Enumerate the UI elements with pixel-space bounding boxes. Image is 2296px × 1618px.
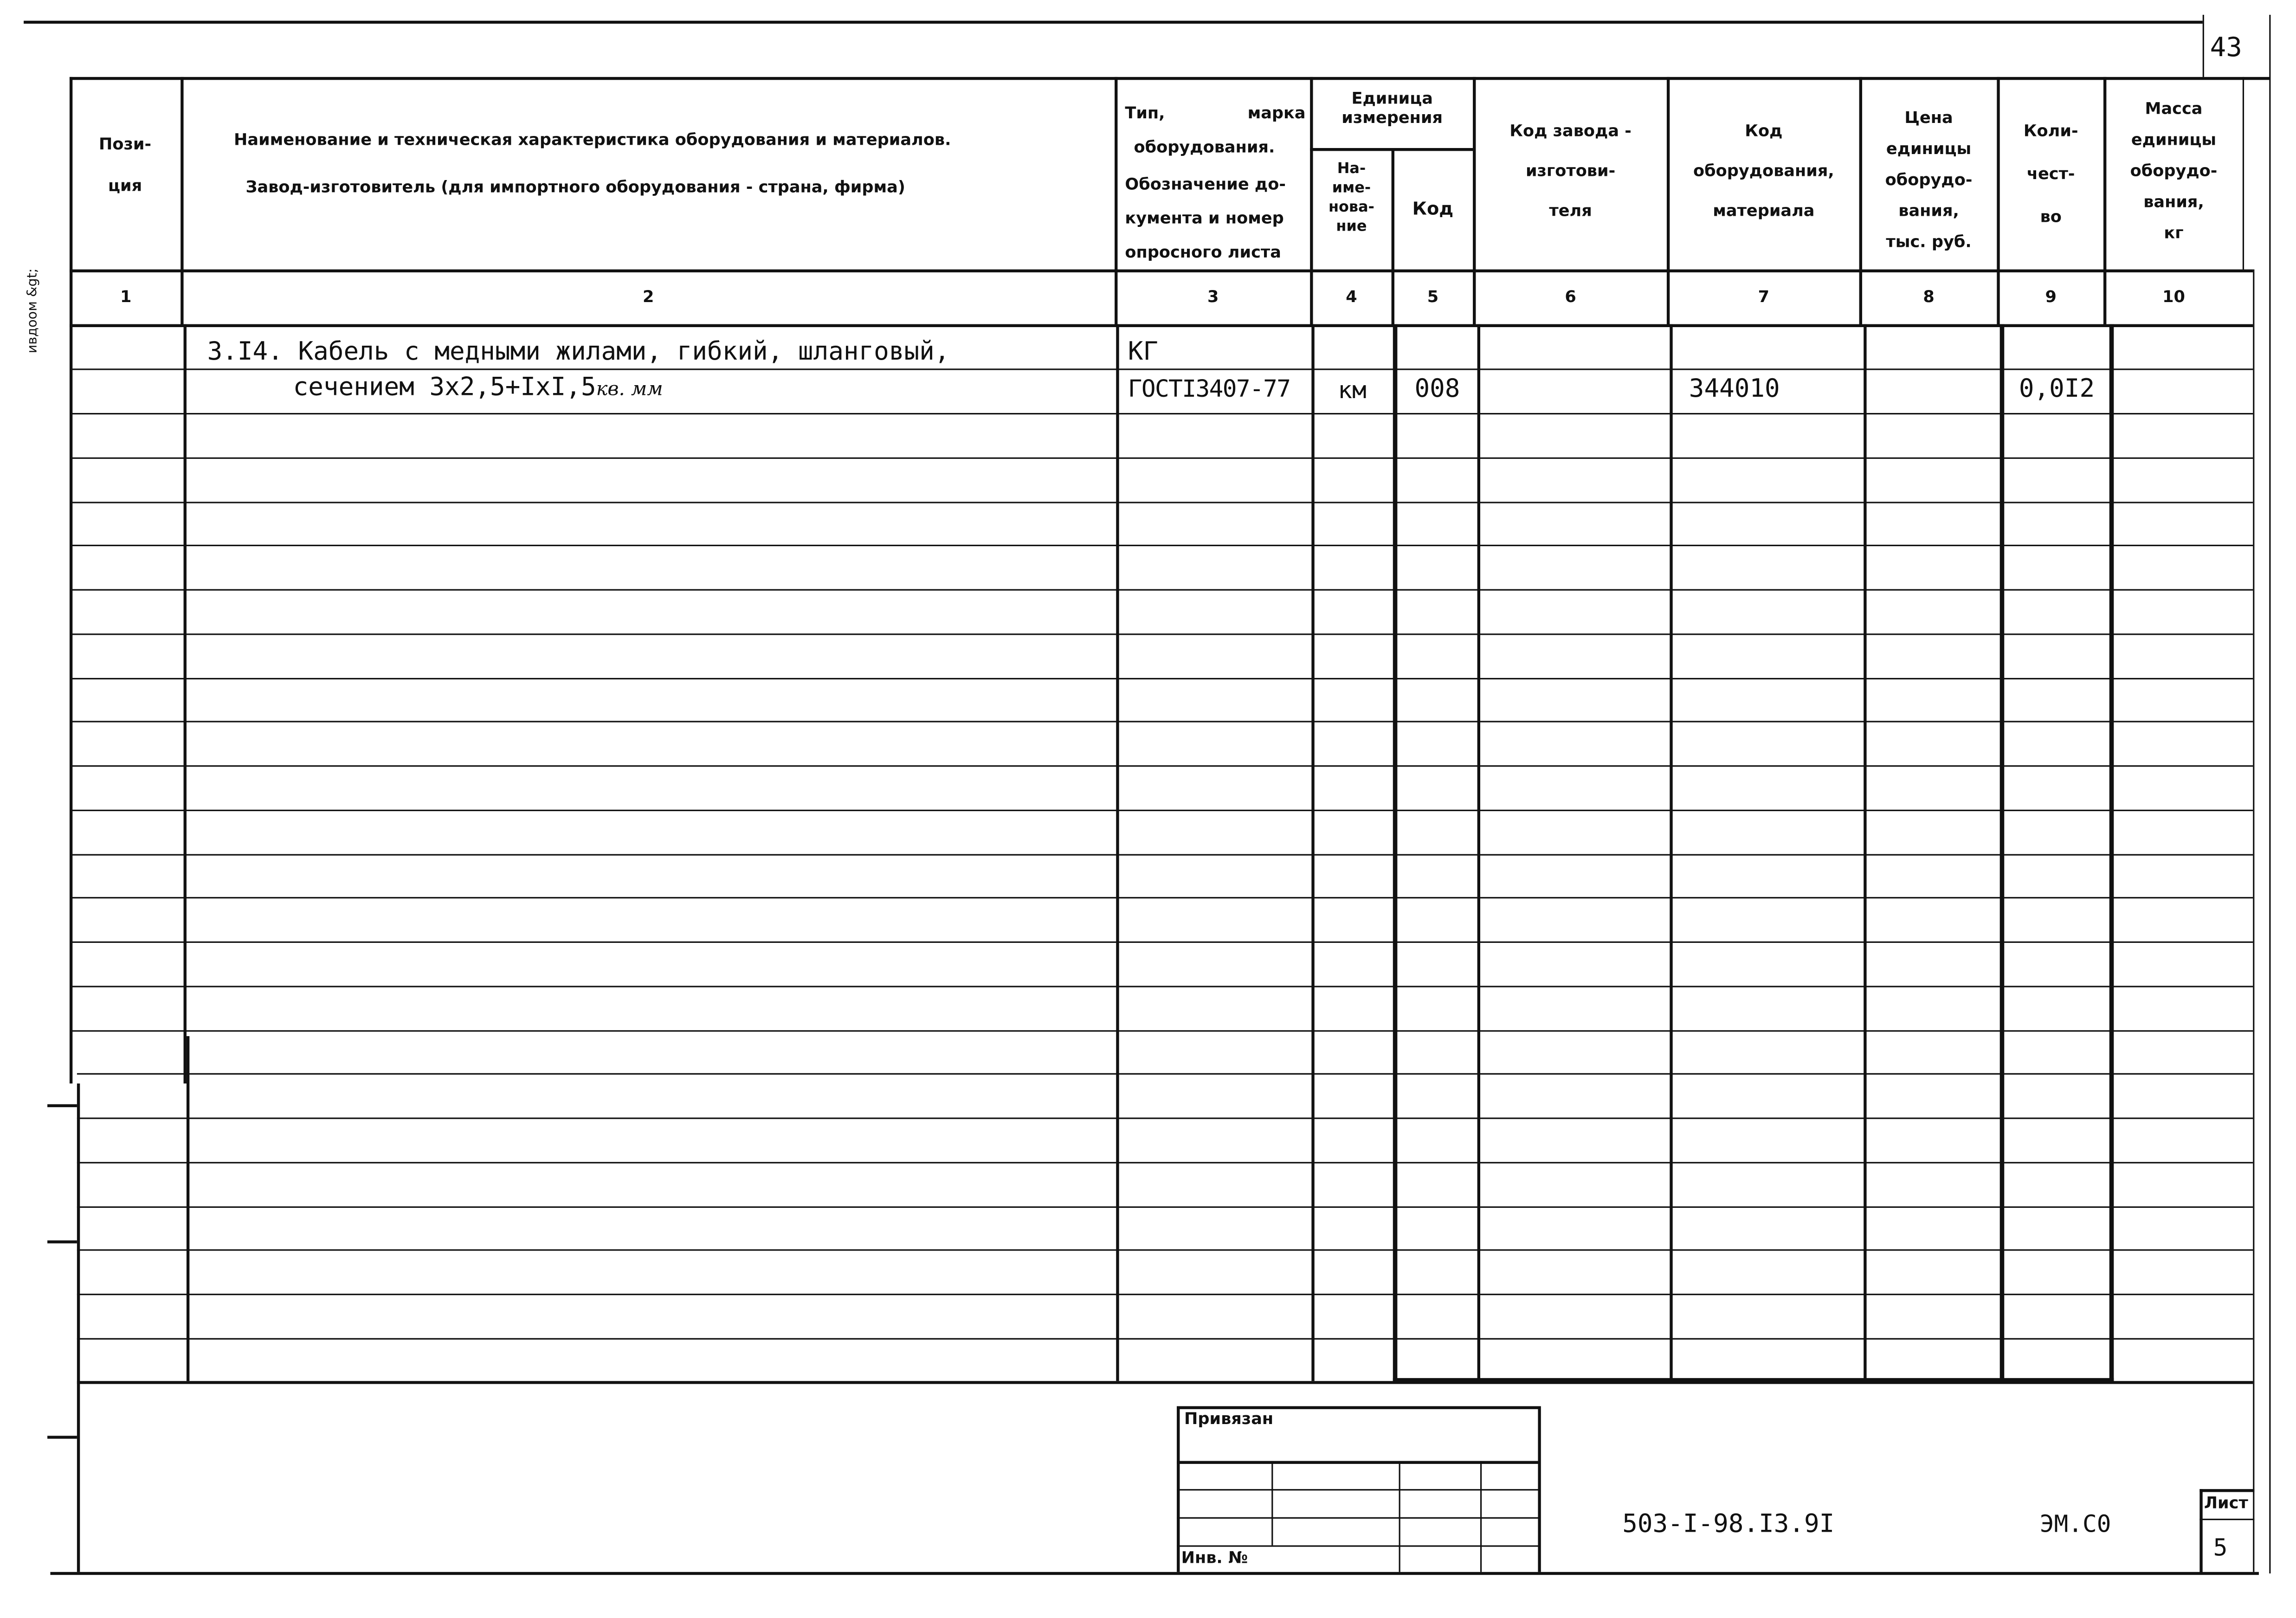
table-row-line [71, 589, 2253, 591]
header-price-3: оборудо- [1885, 170, 1973, 189]
header-unit-name-1: На- [1337, 161, 1366, 178]
table-row-line [71, 1030, 2253, 1031]
column-number-4: 4 [1346, 287, 1357, 307]
document-code: 503-I-98.I3.9I [1622, 1509, 1835, 1540]
header-price-2: единицы [1886, 139, 1972, 158]
document-mark: ЭМ.С0 [2039, 1509, 2111, 1538]
table-row-line [71, 986, 2253, 987]
header-unit-name-4: ние [1336, 219, 1367, 236]
side-mark: ивдоом &gt; [26, 268, 41, 354]
page-number: 43 [2210, 32, 2242, 64]
table-row-line [77, 1249, 2253, 1251]
table-row-line [77, 1294, 2253, 1295]
table-row-line [71, 502, 2253, 503]
header-type-line4: кумента и номер [1125, 208, 1284, 228]
table-row-line [71, 765, 2253, 767]
column-number-3: 3 [1207, 287, 1219, 307]
table-row-line [77, 1206, 2253, 1208]
attached-label: Привязан [1184, 1409, 1274, 1429]
row-type-line2: ГОСТI3407-77 [1128, 374, 1290, 403]
sheet-number: 5 [2213, 1533, 2228, 1562]
header-type-line1b: марка [1247, 103, 1306, 123]
table-row-line [71, 854, 2253, 856]
row-name-line2-group [293, 373, 663, 403]
header-price-5: тыс. руб. [1886, 232, 1972, 251]
row-name-line2: сечением 3x2,5+IxI,5 [293, 373, 596, 403]
header-mass-1: Масса [2145, 99, 2203, 119]
column-number-7: 7 [1758, 287, 1770, 307]
header-equip-3: материала [1713, 201, 1815, 221]
table-row-line [71, 633, 2253, 635]
sheet-label: Лист [2204, 1493, 2248, 1513]
column-number-8: 8 [1923, 287, 1935, 307]
table-row-line [77, 1117, 2253, 1119]
header-price-1: Цена [1904, 108, 1953, 128]
header-type-line5: опросного листа [1125, 243, 1281, 262]
table-row-line [71, 897, 2253, 898]
header-mass-4: вания, [2143, 192, 2204, 212]
header-position-label: Пози- [99, 135, 152, 154]
header-unit-name-2: име- [1332, 180, 1371, 197]
header-unit-title-2: измерения [1341, 108, 1443, 128]
header-equip-2: оборудования, [1693, 161, 1834, 181]
table-row-line [71, 413, 2253, 414]
header-factory-3: теля [1549, 201, 1592, 221]
row-quantity: 0,0I2 [2019, 374, 2095, 404]
column-number-2: 2 [643, 287, 654, 307]
table-row-line [71, 810, 2253, 811]
header-position-label-2: ция [108, 176, 142, 196]
header-unit-title: Единица [1351, 89, 1433, 108]
table-row-line [71, 458, 2253, 459]
header-unit-code: Код [1412, 198, 1454, 219]
table-row-line [77, 1162, 2253, 1163]
header-name-line1: Наименование и техническая характеристика оборудования и материалов. [234, 130, 951, 150]
row-name-unit-handwritten: кв. мм [596, 379, 663, 401]
row-unit: км [1338, 376, 1367, 404]
table-row-line [71, 368, 2253, 370]
header-mass-5: кг [2164, 223, 2184, 242]
table-row-line [71, 678, 2253, 679]
header-type-line2: оборудования. [1134, 137, 1275, 157]
inventory-number-label: Инв. № [1181, 1548, 1248, 1568]
header-mass-3: оборудо- [2130, 161, 2218, 180]
column-number-1: 1 [120, 287, 132, 307]
table-row-line [77, 1073, 2253, 1075]
table-row-line [71, 721, 2253, 722]
column-number-9: 9 [2045, 287, 2057, 307]
table-row-line [71, 545, 2253, 546]
column-number-5: 5 [1427, 287, 1439, 307]
table-row-line [77, 1338, 2253, 1340]
header-qty-3: во [2040, 207, 2062, 227]
column-number-6: 6 [1565, 287, 1576, 307]
column-number-10: 10 [2162, 287, 2185, 307]
row-name-line1: 3.I4. Кабель с медными жилами, гибкий, шланговый, [207, 337, 950, 367]
header-type-line3: Обозначение до- [1125, 174, 1286, 194]
row-unit-code: 008 [1414, 374, 1460, 404]
header-price-4: вания, [1898, 200, 1959, 220]
header-factory-1: Код завода - [1509, 121, 1632, 141]
header-unit-name-3: нова- [1328, 200, 1374, 216]
header-qty-2: чест- [2026, 164, 2075, 184]
header-factory-2: изготови- [1525, 161, 1616, 181]
header-type-line1: Тип, [1125, 103, 1165, 123]
header-qty-1: Коли- [2023, 121, 2078, 141]
row-equip-code: 344010 [1689, 374, 1780, 404]
header-mass-2: единицы [2131, 130, 2217, 149]
header-name-line2: Завод-изготовитель (для импортного оборудования - страна, фирма) [245, 177, 905, 197]
header-equip-1: Код [1745, 121, 1783, 141]
table-row-line [71, 941, 2253, 943]
row-type-line1: КГ [1128, 337, 1159, 367]
